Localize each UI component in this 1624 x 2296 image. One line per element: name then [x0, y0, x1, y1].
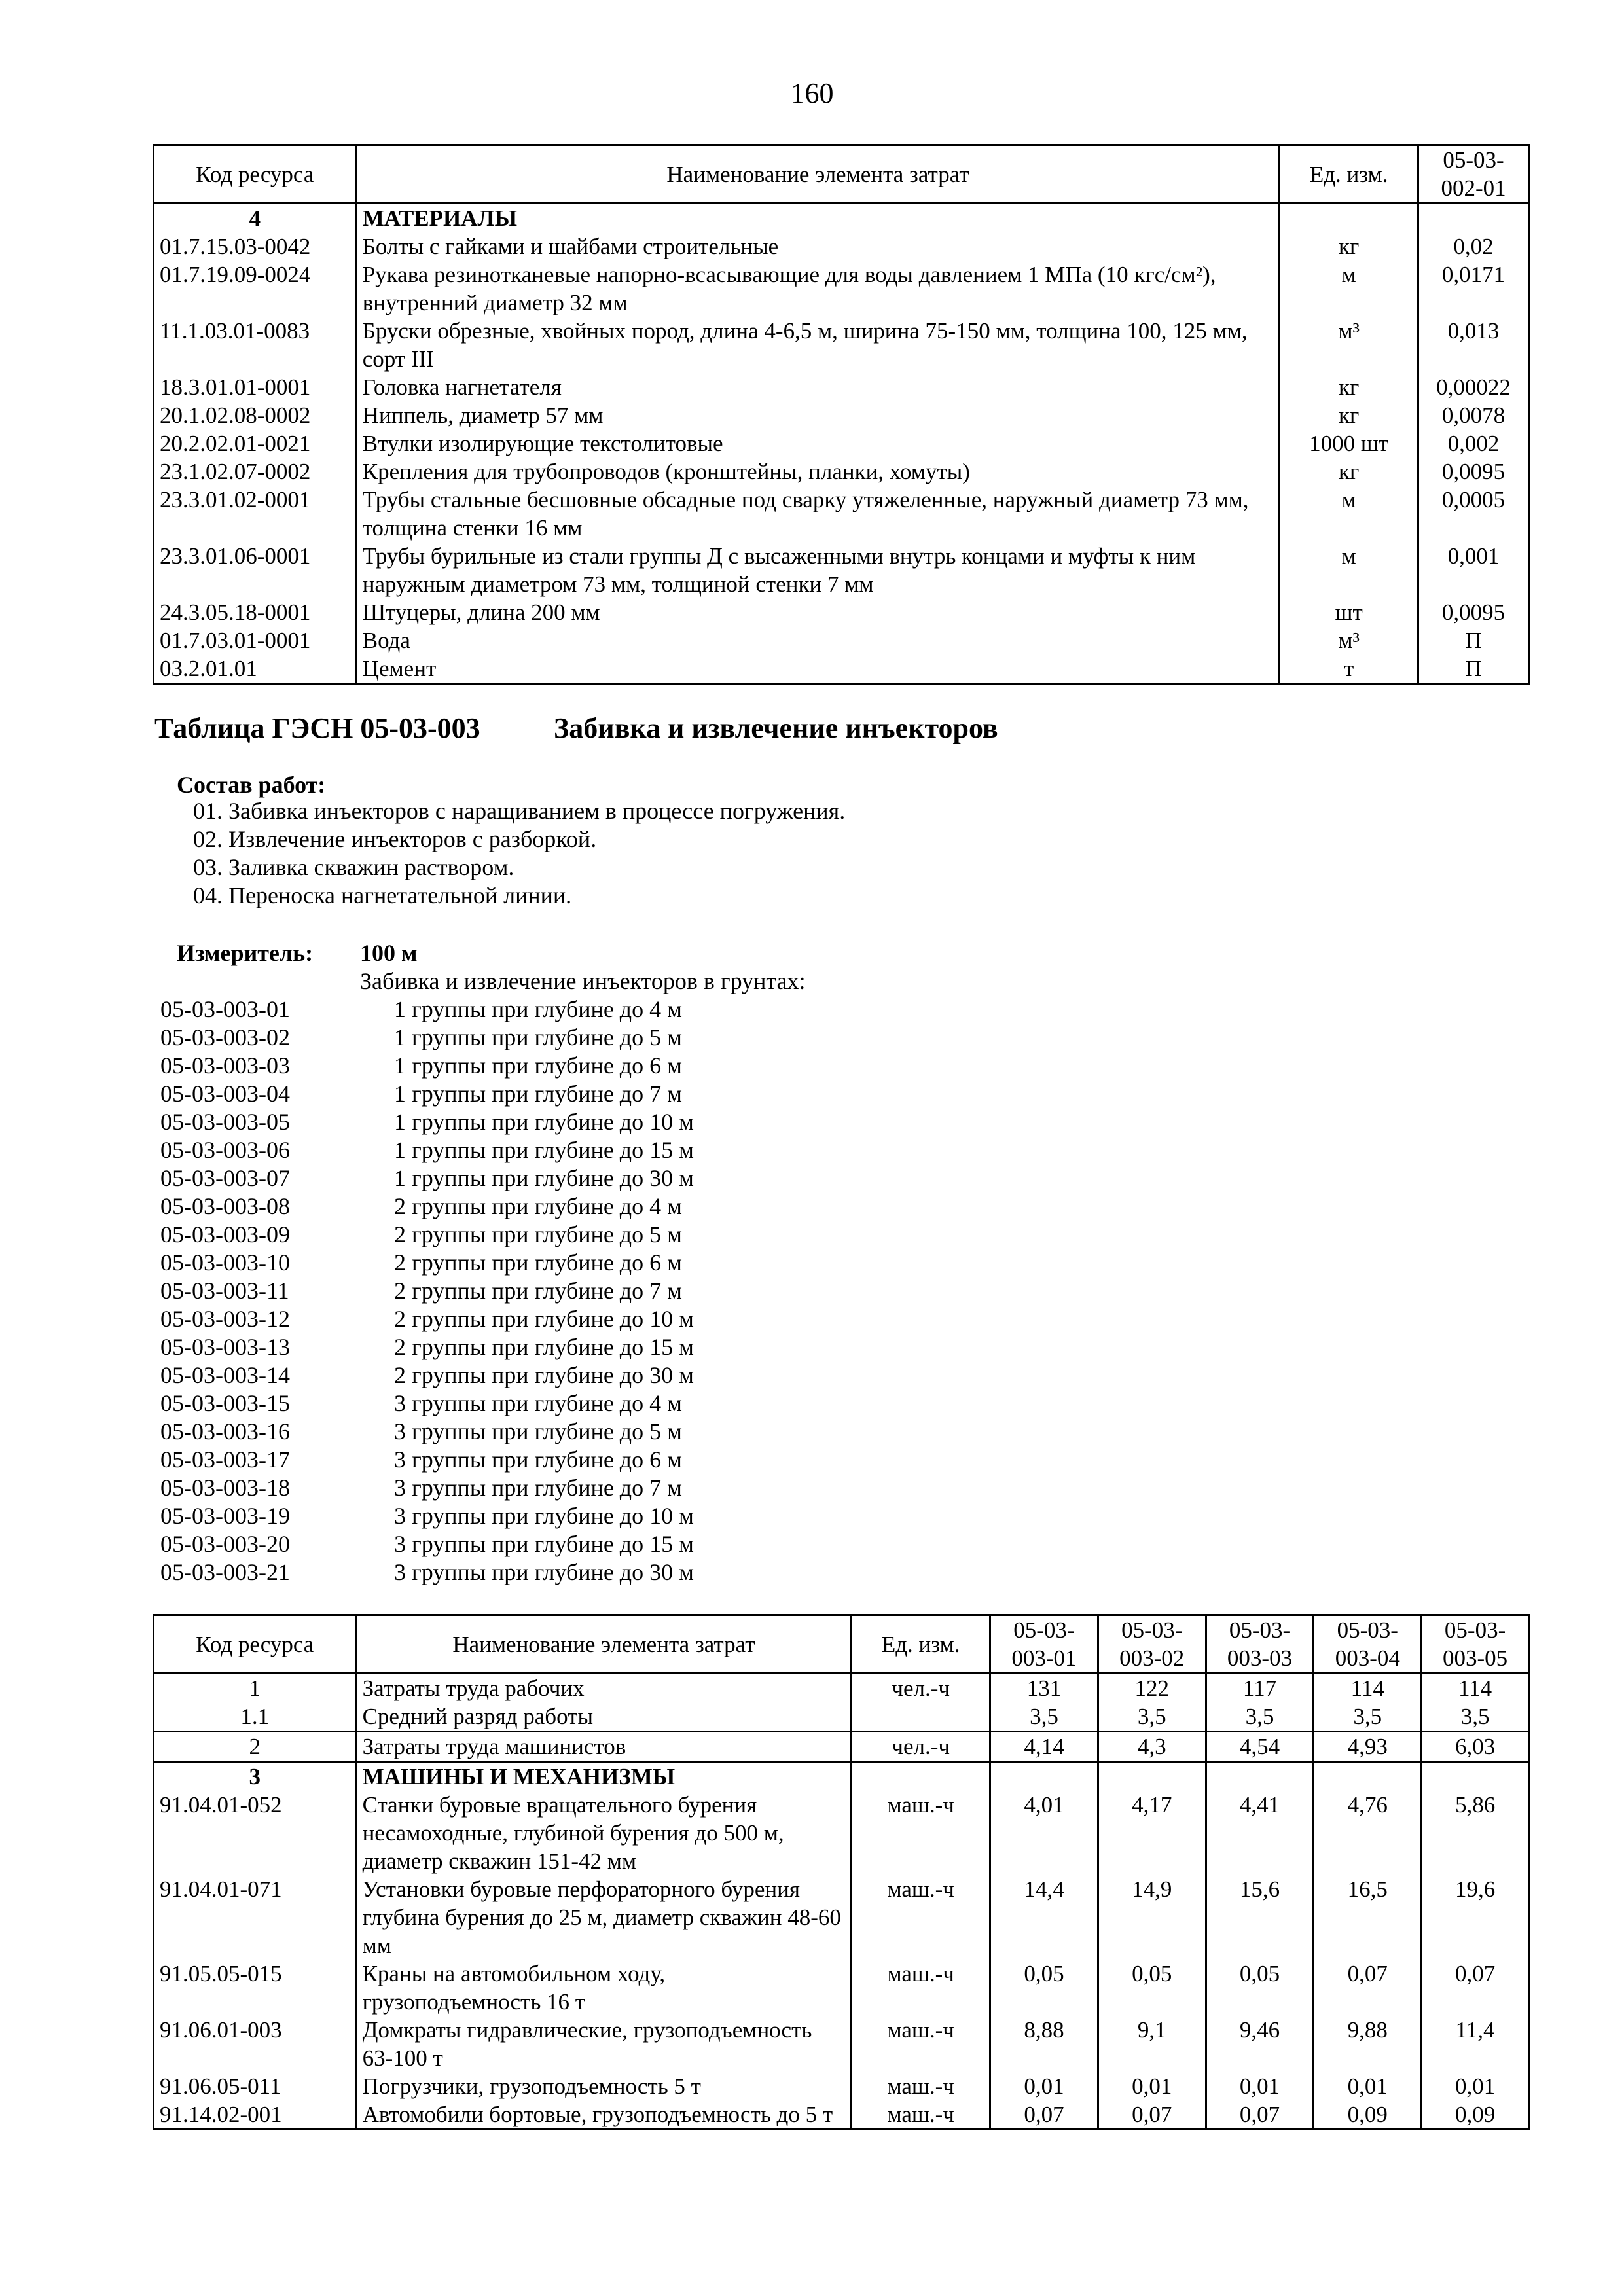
row-code: 91.14.02-001 — [154, 2100, 357, 2130]
code-number: 05-03-003-04 — [160, 1081, 290, 1107]
row-name: Домкраты гидравлические, грузоподъемность 63-100 т — [356, 2016, 852, 2072]
row-value: 3,5 — [1314, 1702, 1422, 1732]
row-name: Станки буровые вращательного бурения несамоходные, глубиной бурения до 500 м, диаметр скважин 151-42 мм — [356, 1791, 852, 1875]
row-code: 91.05.05-015 — [154, 1960, 357, 2016]
header-unit: Ед. изм. — [852, 1615, 990, 1674]
code-item — [160, 1277, 694, 1305]
row-value: 0,01 — [1314, 2072, 1422, 2100]
row-code: 03.2.01.01 — [154, 655, 357, 684]
table-row — [154, 1875, 1529, 1960]
code-description: 2 группы при глубине до 4 м — [394, 1193, 682, 1219]
row-name: Втулки изолирующие текстолитовые — [356, 429, 1280, 457]
code-item — [160, 1502, 694, 1530]
table-row — [154, 457, 1529, 486]
row-value: 11,4 — [1422, 2016, 1529, 2072]
row-name: Затраты труда рабочих — [356, 1674, 852, 1703]
row-value: 0,0078 — [1418, 401, 1529, 429]
row-code: 91.04.01-052 — [154, 1791, 357, 1875]
section-number: 4 — [154, 204, 357, 233]
code-description: 1 группы при глубине до 5 м — [394, 1024, 682, 1050]
code-number: 05-03-003-11 — [160, 1278, 289, 1304]
row-unit: кг — [1280, 401, 1418, 429]
header-unit: Ед. изм. — [1280, 145, 1418, 204]
row-unit: маш.-ч — [852, 2100, 990, 2130]
row-value: 0,0095 — [1418, 598, 1529, 626]
section-title: МАТЕРИАЛЫ — [356, 204, 1280, 233]
code-item — [160, 1530, 694, 1558]
row-unit: маш.-ч — [852, 1960, 990, 2016]
table-row — [154, 317, 1529, 373]
row-unit: м — [1280, 486, 1418, 542]
row-value: 0,0171 — [1418, 260, 1529, 317]
meter-label: Измеритель: — [177, 940, 314, 966]
row-value: 6,03 — [1422, 1732, 1529, 1762]
row-name: Вода — [356, 626, 1280, 655]
materials-table — [153, 144, 1530, 685]
works-item: 04. Переноска нагнетательной линии. — [193, 882, 572, 908]
header-code: Код ресурса — [154, 145, 357, 204]
row-name: Крепления для трубопроводов (кронштейны, планки, хомуты) — [356, 457, 1280, 486]
row-value: 9,1 — [1098, 2016, 1206, 2072]
row-value: 0,0005 — [1418, 486, 1529, 542]
row-value: 114 — [1422, 1674, 1529, 1703]
section-number: 3 — [154, 1762, 357, 1791]
row-unit: т — [1280, 655, 1418, 684]
works-item: 03. Заливка скважин раствором. — [193, 854, 514, 880]
section-row — [154, 1762, 1529, 1791]
code-description: 1 группы при глубине до 7 м — [394, 1081, 682, 1107]
row-value: 0,00022 — [1418, 373, 1529, 401]
works-item: 01. Забивка инъекторов с наращиванием в процессе погружения. — [193, 798, 846, 824]
row-code: 91.04.01-071 — [154, 1875, 357, 1960]
row-unit: кг — [1280, 232, 1418, 260]
meter — [177, 939, 418, 967]
table-header-row — [154, 145, 1529, 204]
row-code: 23.3.01.02-0001 — [154, 486, 357, 542]
table-row — [154, 655, 1529, 684]
table-row — [154, 2016, 1529, 2072]
row-value: 0,05 — [1206, 1960, 1314, 2016]
row-code: 1.1 — [154, 1702, 357, 1732]
row-value: 4,93 — [1314, 1732, 1422, 1762]
code-item — [160, 1221, 694, 1249]
table-row — [154, 1791, 1529, 1875]
row-name: Цемент — [356, 655, 1280, 684]
code-item — [160, 1390, 694, 1418]
row-value: 3,5 — [990, 1702, 1098, 1732]
row-value: 5,86 — [1422, 1791, 1529, 1875]
row-code: 23.1.02.07-0002 — [154, 457, 357, 486]
row-code: 23.3.01.06-0001 — [154, 542, 357, 598]
row-value: 0,001 — [1418, 542, 1529, 598]
code-description: 1 группы при глубине до 6 м — [394, 1052, 682, 1079]
row-name: Бруски обрезные, хвойных пород, длина 4-6,5 м, ширина 75-150 мм, толщина 100, 125 мм, сорт III — [356, 317, 1280, 373]
row-name: Ниппель, диаметр 57 мм — [356, 401, 1280, 429]
code-description: 2 группы при глубине до 30 м — [394, 1362, 694, 1388]
row-value: П — [1418, 626, 1529, 655]
code-item — [160, 1474, 694, 1502]
row-unit: шт — [1280, 598, 1418, 626]
row-value: 117 — [1206, 1674, 1314, 1703]
row-code: 11.1.03.01-0083 — [154, 317, 357, 373]
row-value: 4,3 — [1098, 1732, 1206, 1762]
table-row — [154, 626, 1529, 655]
grade-row — [154, 1702, 1529, 1732]
code-item — [160, 1558, 694, 1587]
code-item — [160, 1080, 694, 1108]
header-code: Код ресурса — [154, 1615, 357, 1674]
row-code: 20.1.02.08-0002 — [154, 401, 357, 429]
row-code: 01.7.19.09-0024 — [154, 260, 357, 317]
code-number: 05-03-003-05 — [160, 1109, 290, 1135]
row-value: 14,9 — [1098, 1875, 1206, 1960]
row-unit: м — [1280, 542, 1418, 598]
code-description: 2 группы при глубине до 7 м — [394, 1278, 682, 1304]
code-number: 05-03-003-13 — [160, 1334, 290, 1360]
header-norm-col: 05-03-003-02 — [1098, 1615, 1206, 1674]
row-value: 4,01 — [990, 1791, 1098, 1875]
row-value: 19,6 — [1422, 1875, 1529, 1960]
row-name: Трубы стальные бесшовные обсадные под сварку утяжеленные, наружный диаметр 73 мм, толщина стенки 16 мм — [356, 486, 1280, 542]
row-name: Рукава резинотканевые напорно-всасывающие для воды давлением 1 МПа (10 кгс/см²), внутренний диаметр 32 мм — [356, 260, 1280, 317]
code-description: 3 группы при глубине до 5 м — [394, 1418, 682, 1444]
row-value: 0,07 — [1098, 2100, 1206, 2130]
code-number: 05-03-003-10 — [160, 1249, 290, 1276]
code-description: 2 группы при глубине до 6 м — [394, 1249, 682, 1276]
code-description: 1 группы при глубине до 10 м — [394, 1109, 694, 1135]
row-value: 122 — [1098, 1674, 1206, 1703]
header-norm-col: 05-03-003-03 — [1206, 1615, 1314, 1674]
row-value: 0,09 — [1314, 2100, 1422, 2130]
row-value: 0,05 — [1098, 1960, 1206, 2016]
code-description: 2 группы при глубине до 15 м — [394, 1334, 694, 1360]
code-description: 3 группы при глубине до 10 м — [394, 1503, 694, 1529]
code-item — [160, 1333, 694, 1361]
table-row — [154, 2100, 1529, 2130]
page-number: 160 — [790, 77, 834, 109]
code-number: 05-03-003-16 — [160, 1418, 290, 1444]
row-value: 0,013 — [1418, 317, 1529, 373]
row-code: 01.7.03.01-0001 — [154, 626, 357, 655]
row-name: Автомобили бортовые, грузоподъемность до 5 т — [356, 2100, 852, 2130]
row-name: Краны на автомобильном ходу, грузоподъемность 16 т — [356, 1960, 852, 2016]
row-value: 0,01 — [1098, 2072, 1206, 2100]
header-name: Наименование элемента затрат — [356, 1615, 852, 1674]
row-unit: кг — [1280, 457, 1418, 486]
code-description: 1 группы при глубине до 30 м — [394, 1165, 694, 1191]
table-heading-number: Таблица ГЭСН 05-03-003 — [154, 712, 480, 744]
code-description: 2 группы при глубине до 5 м — [394, 1221, 682, 1247]
row-name: Трубы бурильные из стали группы Д с высаженными внутрь концами и муфты к ним наружным диаметром 73 мм, толщиной стенки 7 мм — [356, 542, 1280, 598]
code-number: 05-03-003-06 — [160, 1137, 290, 1163]
table-heading — [154, 710, 998, 747]
code-description: 2 группы при глубине до 10 м — [394, 1306, 694, 1332]
code-number: 05-03-003-01 — [160, 996, 290, 1022]
table-row — [154, 2072, 1529, 2100]
row-value: 14,4 — [990, 1875, 1098, 1960]
section-row — [154, 204, 1529, 233]
row-value: 114 — [1314, 1674, 1422, 1703]
row-unit: м³ — [1280, 317, 1418, 373]
row-value: 3,5 — [1206, 1702, 1314, 1732]
row-name: Установки буровые перфораторного бурения глубина бурения до 25 м, диаметр скважин 48-60 мм — [356, 1875, 852, 1960]
header-norm-col: 05-03-003-04 — [1314, 1615, 1422, 1674]
row-value: 0,01 — [990, 2072, 1098, 2100]
row-unit: 1000 шт — [1280, 429, 1418, 457]
row-unit — [852, 1702, 990, 1732]
works-item: 02. Извлечение инъекторов с разборкой. — [193, 826, 597, 852]
row-code: 20.2.02.01-0021 — [154, 429, 357, 457]
code-number: 05-03-003-19 — [160, 1503, 290, 1529]
code-item — [160, 1305, 694, 1333]
row-value: 4,17 — [1098, 1791, 1206, 1875]
table-row — [154, 1960, 1529, 2016]
row-name: Болты с гайками и шайбами строительные — [356, 232, 1280, 260]
code-item — [160, 996, 694, 1024]
row-unit: чел.-ч — [852, 1732, 990, 1762]
table-row — [154, 542, 1529, 598]
row-value: 0,01 — [1422, 2072, 1529, 2100]
code-number: 05-03-003-12 — [160, 1306, 290, 1332]
code-number: 05-03-003-21 — [160, 1559, 290, 1585]
row-code: 01.7.15.03-0042 — [154, 232, 357, 260]
table-row — [154, 232, 1529, 260]
row-value: 4,14 — [990, 1732, 1098, 1762]
row-value: 4,54 — [1206, 1732, 1314, 1762]
code-description: 3 группы при глубине до 30 м — [394, 1559, 694, 1585]
row-value: 9,46 — [1206, 2016, 1314, 2072]
code-item — [160, 1361, 694, 1390]
table-row — [154, 598, 1529, 626]
header-norm-col: 05-03-002-01 — [1418, 145, 1529, 204]
row-code: 91.06.01-003 — [154, 2016, 357, 2072]
row-unit: маш.-ч — [852, 2016, 990, 2072]
code-description: 1 группы при глубине до 15 м — [394, 1137, 694, 1163]
code-number: 05-03-003-17 — [160, 1446, 290, 1473]
row-unit: кг — [1280, 373, 1418, 401]
row-code: 1 — [154, 1674, 357, 1703]
table-row — [154, 401, 1529, 429]
code-item — [160, 1193, 694, 1221]
code-item — [160, 1024, 694, 1052]
row-value: 9,88 — [1314, 2016, 1422, 2072]
row-unit: чел.-ч — [852, 1674, 990, 1703]
row-unit: м — [1280, 260, 1418, 317]
row-value: 8,88 — [990, 2016, 1098, 2072]
code-number: 05-03-003-08 — [160, 1193, 290, 1219]
code-item — [160, 1108, 694, 1136]
row-value: 0,09 — [1422, 2100, 1529, 2130]
row-value: 0,02 — [1418, 232, 1529, 260]
row-name: Погрузчики, грузоподъемность 5 т — [356, 2072, 852, 2100]
table-row — [154, 373, 1529, 401]
code-item — [160, 1249, 694, 1277]
code-number: 05-03-003-03 — [160, 1052, 290, 1079]
row-unit: маш.-ч — [852, 1791, 990, 1875]
resources-table — [153, 1614, 1530, 2130]
code-item — [160, 1164, 694, 1193]
table-row — [154, 260, 1529, 317]
header-name: Наименование элемента затрат — [356, 145, 1280, 204]
row-value: 0,05 — [990, 1960, 1098, 2016]
row-value: 3,5 — [1422, 1702, 1529, 1732]
table-heading-title: Забивка и извлечение инъекторов — [554, 712, 998, 744]
code-number: 05-03-003-15 — [160, 1390, 290, 1416]
code-item — [160, 1136, 694, 1164]
row-unit: маш.-ч — [852, 2072, 990, 2100]
code-number: 05-03-003-07 — [160, 1165, 290, 1191]
row-name: Средний разряд работы — [356, 1702, 852, 1732]
row-value: 3,5 — [1098, 1702, 1206, 1732]
row-code: 18.3.01.01-0001 — [154, 373, 357, 401]
code-number: 05-03-003-18 — [160, 1475, 290, 1501]
row-value: 0,01 — [1206, 2072, 1314, 2100]
row-value: 4,41 — [1206, 1791, 1314, 1875]
row-value: 0,07 — [1206, 2100, 1314, 2130]
row-unit: маш.-ч — [852, 1875, 990, 1960]
row-name: Головка нагнетателя — [356, 373, 1280, 401]
code-number: 05-03-003-02 — [160, 1024, 290, 1050]
code-number: 05-03-003-09 — [160, 1221, 290, 1247]
row-value: 0,0095 — [1418, 457, 1529, 486]
row-value: 16,5 — [1314, 1875, 1422, 1960]
header-norm-col: 05-03-003-01 — [990, 1615, 1098, 1674]
row-name: Затраты труда машинистов — [356, 1732, 852, 1762]
works-list — [193, 797, 845, 910]
code-item — [160, 1418, 694, 1446]
row-value: 0,07 — [1422, 1960, 1529, 2016]
row-code: 24.3.05.18-0001 — [154, 598, 357, 626]
code-number: 05-03-003-20 — [160, 1531, 290, 1557]
works-title: Состав работ: — [177, 772, 326, 798]
labor-row — [154, 1674, 1529, 1703]
code-description: 3 группы при глубине до 6 м — [394, 1446, 682, 1473]
code-description: 3 группы при глубине до 4 м — [394, 1390, 682, 1416]
row-name: Штуцеры, длина 200 мм — [356, 598, 1280, 626]
row-value: 0,07 — [990, 2100, 1098, 2130]
code-item — [160, 1446, 694, 1474]
row-value: 15,6 — [1206, 1875, 1314, 1960]
row-code: 91.06.05-011 — [154, 2072, 357, 2100]
row-value: 131 — [990, 1674, 1098, 1703]
row-value: 4,76 — [1314, 1791, 1422, 1875]
table-row — [154, 486, 1529, 542]
code-description: 1 группы при глубине до 4 м — [394, 996, 682, 1022]
table-row — [154, 429, 1529, 457]
row-value: 0,002 — [1418, 429, 1529, 457]
section-title: МАШИНЫ И МЕХАНИЗМЫ — [356, 1762, 852, 1791]
operators-row — [154, 1732, 1529, 1762]
row-value: 0,07 — [1314, 1960, 1422, 2016]
code-description: 3 группы при глубине до 7 м — [394, 1475, 682, 1501]
code-item — [160, 1052, 694, 1080]
row-value: П — [1418, 655, 1529, 684]
header-norm-col: 05-03-003-05 — [1422, 1615, 1529, 1674]
row-unit: м³ — [1280, 626, 1418, 655]
row-code: 2 — [154, 1732, 357, 1762]
meter-value: 100 м — [360, 940, 418, 966]
code-number: 05-03-003-14 — [160, 1362, 290, 1388]
codes-intro: Забивка и извлечение инъекторов в грунтах: — [360, 968, 806, 994]
table-header-row — [154, 1615, 1529, 1674]
code-description: 3 группы при глубине до 15 м — [394, 1531, 694, 1557]
codes-list — [160, 996, 694, 1587]
